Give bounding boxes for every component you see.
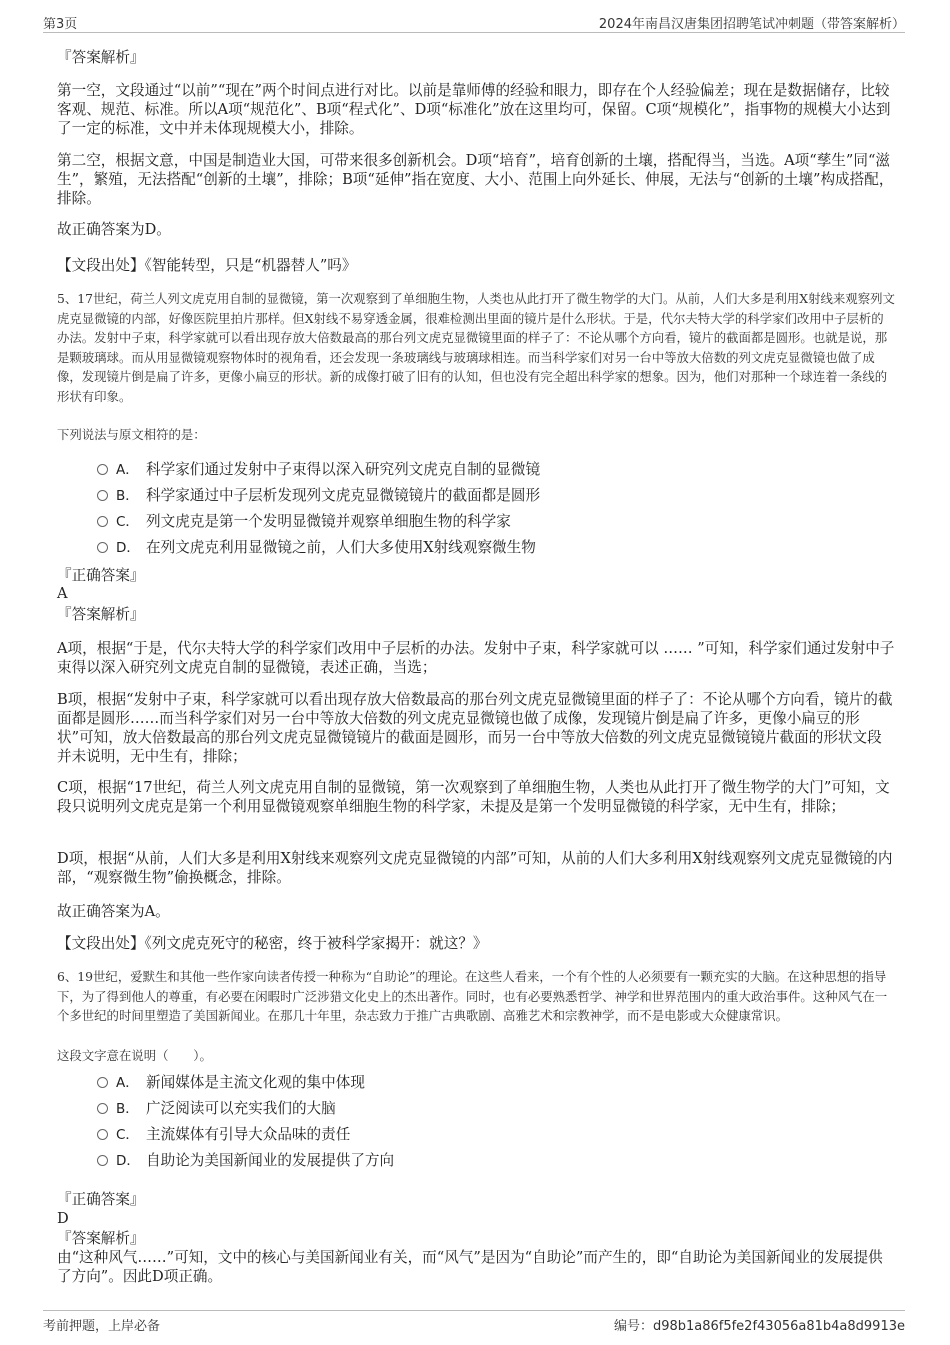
option-key: C．	[116, 1127, 139, 1143]
page-header	[43, 0, 905, 33]
option-key: D．	[116, 1153, 140, 1169]
radio-icon[interactable]	[97, 542, 108, 553]
option-text: 主流媒体有引导大众品味的责任	[146, 1126, 351, 1143]
q5-analysis-label: 『答案解析』	[57, 606, 145, 623]
page-footer	[43, 1310, 905, 1334]
q6-option-c[interactable]	[97, 1125, 350, 1145]
q6-option-b[interactable]	[97, 1099, 336, 1119]
q4-conclusion: 故正确答案为D。	[57, 221, 171, 238]
q6-analysis: 由“这种风气……”可知，文中的核心与美国新闻业有关，而“风气”是因为“自助论”而产生的，即“自助论为美国新闻业的发展提供了方向”。因此D项正确。	[57, 1249, 883, 1285]
q6-answer: D	[57, 1210, 69, 1227]
option-key: B．	[116, 1101, 139, 1117]
option-key: A．	[116, 462, 139, 478]
radio-icon[interactable]	[97, 490, 108, 501]
q5-option-a[interactable]	[97, 460, 540, 480]
option-text: 列文虎克是第一个发明显微镜并观察单细胞生物的科学家	[146, 513, 511, 530]
q4-analysis-p1: 第一空，文段通过“以前”“现在”两个时间点进行对比。以前是靠师傅的经验和眼力，即存在个人经验偏差；现在是数据储存，比较客观、规范、标准。所以A项“规范化”、B项“程式化”、D项“标准化”放在这里均可，保留。C项“规模化”，指事物的规模大小达到了一定的标准，文中并未体现规模大小，排除。	[57, 82, 891, 137]
document-title: 2024年南昌汉唐集团招聘笔试冲刺题（带答案解析）	[598, 17, 905, 32]
q6-answer-label: 『正确答案』	[57, 1191, 145, 1208]
q6-passage: 6、19世纪，爱默生和其他一些作家向读者传授一种称为“自助论”的理论。在这些人看来，一个有个性的人必须要有一颗充实的大脑。在这种思想的指导下，为了得到他人的尊重，有必要在闲暇时广泛涉猎文化史上的杰出著作。同时，也有必要熟悉哲学、神学和世界范围内的重大政治事件。这种风气在一个多世纪的时间里塑造了美国新闻业。在那几十年里，杂志致力于推广古典歌剧、高雅艺术和宗教神学，而不是电影或大众健康常识。	[57, 969, 888, 1024]
q5-source: 【文段出处】《列文虎克死守的秘密，终于被科学家揭开：就这？》	[57, 935, 488, 952]
option-key: B．	[116, 488, 139, 504]
option-text: 科学家通过中子层析发现列文虎克显微镜镜片的截面都是圆形	[146, 487, 541, 504]
q5-option-c[interactable]	[97, 512, 511, 532]
option-text: 广泛阅读可以充实我们的大脑	[146, 1100, 336, 1117]
q5-answer: A	[57, 585, 68, 602]
option-text: 新闻媒体是主流文化观的集中体现	[146, 1074, 365, 1091]
radio-icon[interactable]	[97, 464, 108, 475]
document-id: 编号：d98b1a86f5fe2f43056a81b4a8d9913e	[613, 1319, 905, 1334]
option-text: 在列文虎克利用显微镜之前，人们大多使用X射线观察微生物	[146, 539, 536, 556]
q5-analysis-a: A项，根据“于是，代尔夫特大学的科学家们改用中子层析的办法。发射中子束，科学家就可以 …… ”可知，科学家们通过发射中子束得以深入研究列文虎克自制的显微镜，表述正确，当选；	[57, 640, 895, 676]
radio-icon[interactable]	[97, 1103, 108, 1114]
q5-conclusion: 故正确答案为A。	[57, 903, 170, 920]
q4-analysis-label: 『答案解析』	[57, 49, 145, 66]
q5-option-b[interactable]	[97, 486, 540, 506]
option-text: 自助论为美国新闻业的发展提供了方向	[146, 1152, 395, 1169]
radio-icon[interactable]	[97, 1077, 108, 1088]
page-number: 第3页	[43, 17, 78, 32]
radio-icon[interactable]	[97, 516, 108, 527]
q4-source: 【文段出处】《智能转型，只是“机器替人”吗》	[57, 257, 357, 274]
q5-analysis-b: B项，根据“发射中子束，科学家就可以看出现存放大倍数最高的那台列文虎克显微镜里面的样子了：不论从哪个方向看，镜片的截面都是圆形……而当科学家们对另一台中等放大倍数的列文虎克显微镜也做了成像，发现镜片倒是扁了许多，更像小扁豆的形状”可知，放大倍数最高的那台列文虎克显微镜镜片的截面是圆形，而另一台中等放大倍数的列文虎克显微镜镜片截面的形状文段并未说明，无中生有，排除；	[57, 691, 893, 765]
option-key: C．	[116, 514, 139, 530]
q6-option-d[interactable]	[97, 1151, 394, 1171]
q5-option-d[interactable]	[97, 538, 536, 558]
q5-analysis-d: D项，根据“从前，人们大多是利用X射线来观察列文虎克显微镜的内部”可知，从前的人们大多利用X射线观察列文虎克显微镜的内部，“观察微生物”偷换概念，排除。	[57, 850, 893, 886]
q5-question: 下列说法与原文相符的是：	[57, 427, 206, 442]
q4-analysis-p2: 第二空，根据文意，中国是制造业大国，可带来很多创新机会。D项“培育”，培育创新的土壤，搭配得当，当选。A项“孳生”同“滋生”，繁殖，无法搭配“创新的土壤”，排除；B项“延伸”指在宽度、大小、范围上向外延长、伸展，无法与“创新的土壤”构成搭配，排除。	[57, 152, 894, 207]
option-text: 科学家们通过发射中子束得以深入研究列文虎克自制的显微镜	[146, 461, 541, 478]
option-key: D．	[116, 540, 140, 556]
option-key: A．	[116, 1075, 139, 1091]
footer-slogan: 考前押题，上岸必备	[43, 1319, 161, 1334]
q6-question: 这段文字意在说明（ ）。	[57, 1048, 212, 1063]
q5-passage: 5、17世纪，荷兰人列文虎克用自制的显微镜，第一次观察到了单细胞生物，人类也从此打开了微生物学的大门。从前，人们大多是利用X射线来观察列文虎克显微镜的内部，好像医院里拍片那样。但X射线不易穿透金属，很难检测出里面的镜片是什么形状。于是，代尔夫特大学的科学家们改用中子层析的办法。发射中子束，科学家就可以看出现存放大倍数最高的那台列文虎克显微镜里面的样子了：不论从哪个方向看，镜片的截面都是圆形。也就是说，那是颗玻璃球。而从用显微镜观察物体时的视角看，还会发现一条玻璃线与玻璃球相连。而当科学家们对另一台中等放大倍数的列文虎克显微镜也做了成像，发现镜片倒是扁了许多，更像小扁豆的形状。新的成像打破了旧有的认知，但也没有完全超出科学家的想象。因为，他们对那种一个球连着一条线的形状有印象。	[57, 291, 895, 404]
q5-answer-label: 『正确答案』	[57, 567, 145, 584]
q5-analysis-c: C项，根据“17世纪，荷兰人列文虎克用自制的显微镜，第一次观察到了单细胞生物，人类也从此打开了微生物学的大门”可知，文段只说明列文虎克是第一个利用显微镜观察单细胞生物的科学家，未提及是第一个发明显微镜的科学家，无中生有，排除；	[57, 779, 890, 815]
radio-icon[interactable]	[97, 1155, 108, 1166]
q6-option-a[interactable]	[97, 1073, 365, 1093]
q6-analysis-label: 『答案解析』	[57, 1230, 145, 1247]
radio-icon[interactable]	[97, 1129, 108, 1140]
